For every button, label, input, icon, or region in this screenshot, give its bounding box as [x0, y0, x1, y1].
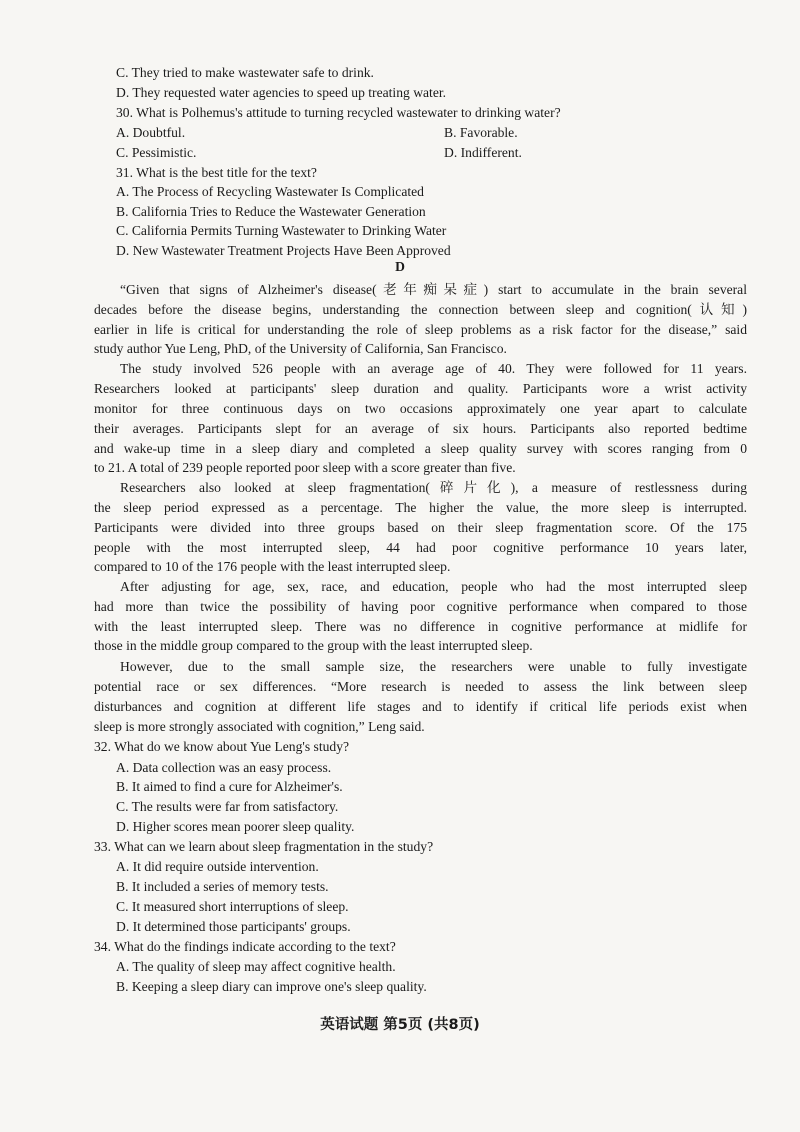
option-32-c: C. The results were far from satisfactory.	[116, 799, 339, 814]
passage-line: However, due to the small sample size, the researchers were unable to fully investigate	[120, 659, 747, 674]
passage-line: people with the most interrupted sleep, 44 had poor cognitive performance 10 years later,	[94, 540, 747, 555]
passage-line: decades before the disease begins, understanding the connection between sleep and cognition(认知)	[94, 302, 747, 317]
option-33-b: B. It included a series of memory tests.	[116, 879, 329, 894]
option-30-c: C. Pessimistic.	[116, 145, 197, 160]
option-34-b: B. Keeping a sleep diary can improve one's sleep quality.	[116, 979, 427, 994]
passage-line: with the least interrupted sleep. There was no difference in cognitive performance at midlife for	[94, 619, 747, 634]
option-32-b: B. It aimed to find a cure for Alzheimer's.	[116, 779, 343, 794]
passage-line: Researchers also looked at sleep fragmentation(碎片化), a measure of restlessness during	[120, 480, 747, 495]
passage-line: The study involved 526 people with an average age of 40. They were followed for 11 years.	[120, 361, 747, 376]
option-32-d: D. Higher scores mean poorer sleep quality.	[116, 819, 355, 834]
option-31-d: D. New Wastewater Treatment Projects Have Been Approved	[116, 243, 451, 258]
option-32-a: A. Data collection was an easy process.	[116, 760, 332, 775]
option-31-a: A. The Process of Recycling Wastewater Is Complicated	[116, 184, 424, 199]
passage-line: study author Yue Leng, PhD, of the University of California, San Francisco.	[94, 341, 507, 356]
option-31-b: B. California Tries to Reduce the Wastewater Generation	[116, 204, 426, 219]
passage-line: to 21. A total of 239 people reported poor sleep with a score greater than five.	[94, 460, 516, 475]
passage-line: earlier in life is critical for understanding the role of sleep problems as a risk factor for the disease,” said	[94, 322, 747, 337]
option-29-c: C. They tried to make wastewater safe to drink.	[116, 65, 374, 80]
page-footer: 英语试题 第5页 (共8页)	[320, 1017, 480, 1033]
passage-line: After adjusting for age, sex, race, and education, people who had the most interrupted sleep	[120, 579, 747, 594]
question-30: 30. What is Polhemus's attitude to turning recycled wastewater to drinking water?	[116, 105, 561, 120]
passage-line: their averages. Participants slept for an average of six hours. Participants also reported bedtime	[94, 421, 747, 436]
passage-line: Participants were divided into three groups based on their sleep fragmentation score. Of the 175	[94, 520, 747, 535]
option-33-c: C. It measured short interruptions of sleep.	[116, 899, 349, 914]
passage-line: and wake-up time in a sleep diary and completed a sleep quality survey with scores ranging from 0	[94, 441, 747, 456]
passage-line: the sleep period expressed as a percentage. The higher the value, the more sleep is interrupted.	[94, 500, 747, 515]
option-34-a: A. The quality of sleep may affect cognitive health.	[116, 959, 396, 974]
option-33-d: D. It determined those participants' groups.	[116, 919, 351, 934]
question-34: 34. What do the findings indicate according to the text?	[94, 939, 396, 954]
passage-line: compared to 10 of the 176 people with the least interrupted sleep.	[94, 559, 451, 574]
option-30-b: B. Favorable.	[444, 125, 518, 140]
passage-line: disturbances and cognition at different life stages and to identify if critical life periods exist when	[94, 699, 747, 714]
option-31-c: C. California Permits Turning Wastewater to Drinking Water	[116, 223, 447, 238]
question-31: 31. What is the best title for the text?	[116, 165, 317, 180]
option-30-a: A. Doubtful.	[116, 125, 186, 140]
question-32: 32. What do we know about Yue Leng's study?	[94, 739, 350, 754]
passage-line: Researchers looked at participants' sleep duration and quality. Participants wore a wrist activity	[94, 381, 747, 396]
section-heading: D	[395, 259, 405, 274]
passage-line: “Given that signs of Alzheimer's disease(老年痴呆症) start to accumulate in the brain several	[120, 282, 747, 297]
passage-line: those in the middle group compared to the group with the least interrupted sleep.	[94, 638, 533, 653]
passage-line: sleep is more strongly associated with cognition,” Leng said.	[94, 719, 425, 734]
option-30-d: D. Indifferent.	[444, 145, 522, 160]
question-33: 33. What can we learn about sleep fragmentation in the study?	[94, 839, 434, 854]
passage-line: monitor for three continuous days on two occasions approximately one year apart to calculate	[94, 401, 747, 416]
passage-line: potential race or sex differences. “More research is needed to assess the link between sleep	[94, 679, 747, 694]
option-29-d: D. They requested water agencies to speed up treating water.	[116, 85, 447, 100]
passage-line: had more than twice the possibility of having poor cognitive performance when compared to those	[94, 599, 747, 614]
option-33-a: A. It did require outside intervention.	[116, 859, 319, 874]
